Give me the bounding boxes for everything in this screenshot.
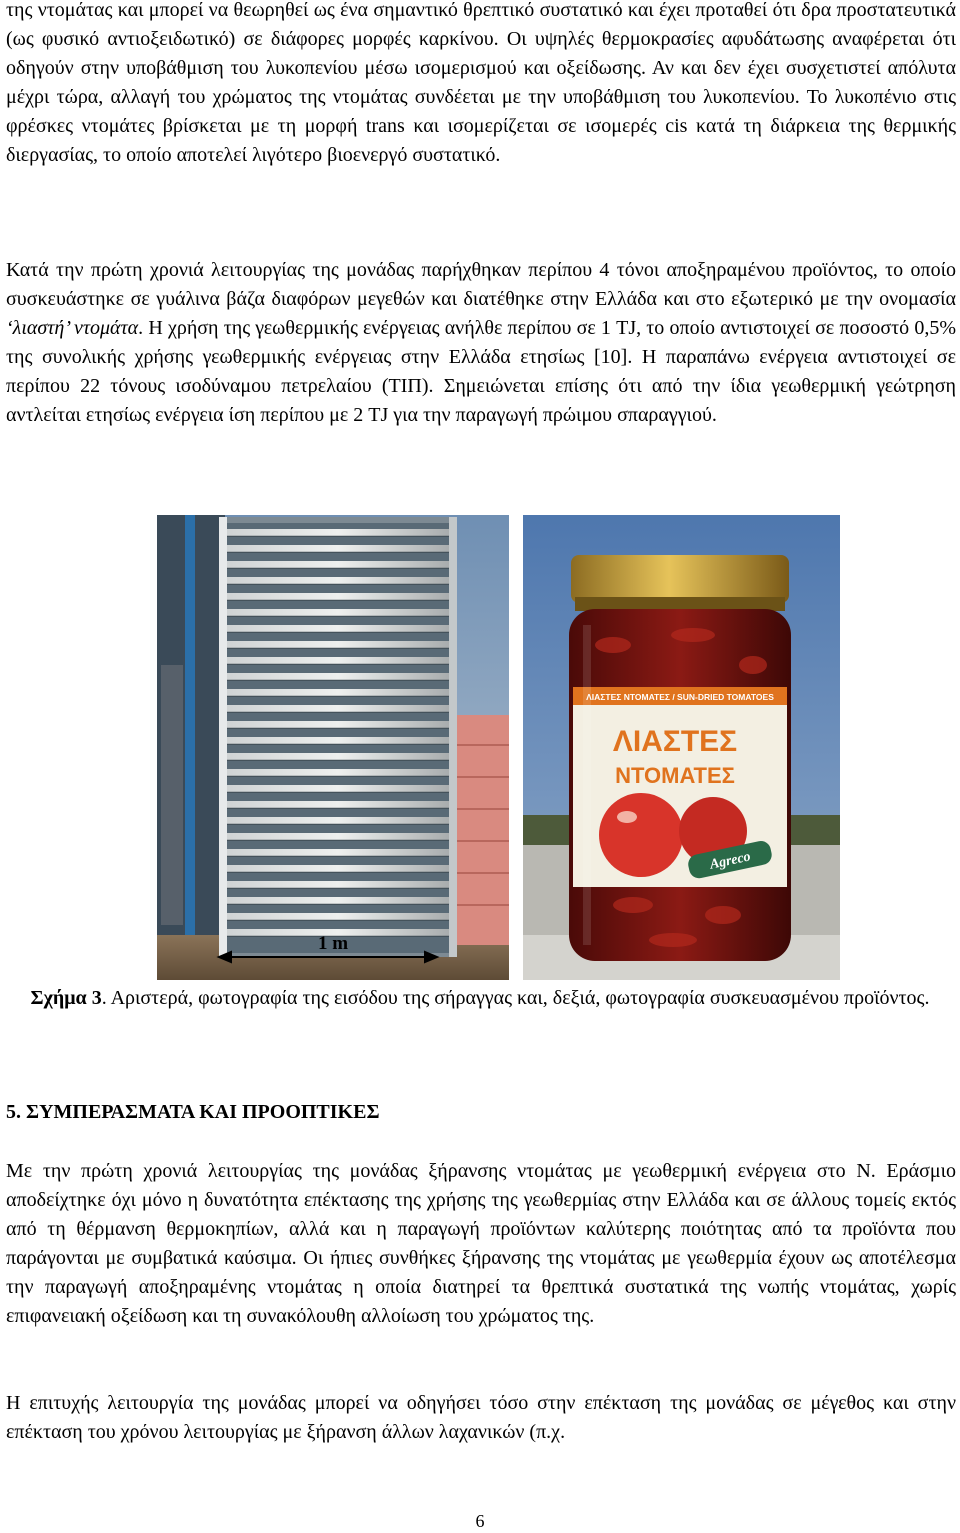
tray bbox=[227, 881, 449, 888]
paragraph-prospects-text: Η επιτυχής λειτουργία της μονάδας μπορεί να οδηγήσει τόσο στην επέκταση της μονάδας σε μέγεθος και στην επέκταση του χρόνου λειτουργίας με ξήρανση άλλων λαχανικών (π.χ. bbox=[6, 1392, 956, 1443]
caption-text: . Αριστερά, φωτογραφία της εισόδου της σήραγγας και, δεξιά, φωτογραφία συσκευασμένου προϊόντος. bbox=[101, 987, 930, 1009]
paragraph-lycopene bbox=[6, 0, 956, 169]
tray bbox=[227, 625, 449, 632]
tray bbox=[227, 561, 449, 568]
tray bbox=[227, 641, 449, 648]
paragraph-prospects bbox=[6, 1389, 956, 1447]
scale-label: 1 m bbox=[318, 933, 349, 954]
product-name-italic: ‘λιαστή’ ντομάτα bbox=[6, 316, 139, 339]
drying-tunnel-illustration bbox=[157, 515, 509, 980]
page-number: 6 bbox=[475, 1511, 485, 1531]
tray bbox=[227, 705, 449, 712]
tray bbox=[227, 913, 449, 920]
tray bbox=[227, 593, 449, 600]
tray bbox=[227, 849, 449, 856]
photo-product-jar bbox=[523, 515, 840, 980]
jar-illustration bbox=[523, 515, 840, 980]
tray bbox=[227, 577, 449, 584]
tray bbox=[227, 865, 449, 872]
tomato-icon bbox=[599, 793, 683, 877]
tray bbox=[227, 545, 449, 552]
paragraph-lycopene-text: της ντομάτας και μπορεί να θεωρηθεί ως ένα σημαντικό θρεπτικό συστατικό και έχει προταθεί ότι δρα προστατευτικά (ως φυσικό αντιοξειδωτικό) σε διάφορες μορφές καρκίνου. Οι υψηλές θερμοκρασίες αφυδάτωσης αναφέρεται ότι οδηγούν στην υποβάθμιση του λυκοπενίου μέσω ισομερισμού και οξείδωσης. Αν και δεν έχει συσχετιστεί απόλυτα μέχρι τώρα, αλλαγή του χρώματος της ντομάτας συνδέεται με την υποβάθμιση του λυκοπενίου. Το λυκοπένιο στις φρέσκες ντομάτες βρίσκεται με τη μορφή trans και ισομερίζεται σε ισομερές cis κατά τη διάρκεια της θερμικής διεργασίας, το οποίο αποτελεί λιγότερο βιοενεργό συστατικό. bbox=[6, 0, 956, 166]
tray bbox=[227, 689, 449, 696]
tray bbox=[227, 657, 449, 664]
jar-brand: Agreco bbox=[708, 849, 752, 873]
jar-label-line-2: ΝΤΟΜΑΤΕΣ bbox=[615, 763, 735, 788]
tray bbox=[227, 897, 449, 904]
tray bbox=[227, 769, 449, 776]
jar-label-line-1: ΛΙΑΣΤΕΣ bbox=[612, 725, 738, 758]
tray bbox=[227, 801, 449, 808]
tray bbox=[227, 673, 449, 680]
tray bbox=[227, 737, 449, 744]
tray bbox=[227, 721, 449, 728]
tray bbox=[227, 785, 449, 792]
paragraph-production-text-2: . Η χρήση της γεωθερμικής ενέργειας ανήλθε περίπου σε 1 TJ, το οποίο αντιστοιχεί σε ποσοστό 0,5% της συνολικής χρήσης γεωθερμικής ενέργειας στην Ελλάδα ετησίως [10]. Η παραπάνω ενέργεια αντιστοιχεί σε περίπου 22 τόνους ισοδύναμου πετρελαίου (ΤΙΠ). Σημειώνεται επίσης ότι από την ίδια γεωθερμική γεώτρηση αντλείται ετησίως ενέργεια ίση περίπου με 2 TJ για την παραγωγή πρώιμου σπαραγγιού. bbox=[6, 316, 956, 426]
tray bbox=[227, 833, 449, 840]
tray bbox=[227, 817, 449, 824]
tray bbox=[227, 529, 449, 536]
tray bbox=[227, 609, 449, 616]
figure-caption bbox=[6, 984, 954, 1013]
photo-drying-tunnel bbox=[157, 515, 509, 980]
tray bbox=[227, 753, 449, 760]
paragraph-production bbox=[6, 256, 956, 429]
paragraph-production-text-1: Κατά την πρώτη χρονιά λειτουργίας της μονάδας παρήχθηκαν περίπου 4 τόνοι αποξηραμένου προϊόντος, το οποίο συσκευάστηκε σε γυάλινα βάζα διαφόρων μεγεθών και διατέθηκε στην Ελλάδα και στο εξωτερικό με την ονομασία bbox=[6, 259, 956, 310]
section-heading: 5. ΣΥΜΠΕΡΑΣΜΑΤΑ ΚΑΙ ΠΡΟΟΠΤΙΚΕΣ bbox=[6, 1101, 380, 1123]
paragraph-conclusions-text: Με την πρώτη χρονιά λειτουργίας της μονάδας ξήρανσης ντομάτας με γεωθερμική ενέργεια στο Ν. Εράσμιο αποδείχτηκε όχι μόνο η δυνατότητα επέκτασης της χρήσης της γεωθερμίας στην Ελλάδα και σε άλλους τομείς εκτός από τη θέρμανση θερμοκηπίων, αλλά και η παραγωγή προϊόντων καλύτερης ποιότητας από τα προϊόντα που παράγονται με συμβατικά καύσιμα. Οι ήπιες συνθήκες ξήρανσης της ντομάτας με γεωθερμία έχουν ως αποτέλεσμα την παραγωγή αποξηραμένης ντομάτας η οποία διατηρεί τα θρεπτικά συστατικά της νωπής ντομάτας, χωρίς επιφανειακή οξείδωση και τη συνακόλουθη αλλοίωση του χρώματος της. bbox=[6, 1160, 956, 1327]
caption-label: Σχήμα 3 bbox=[30, 987, 102, 1009]
paragraph-conclusions bbox=[6, 1157, 956, 1330]
jar-label-top: ΛΙΑΣΤΕΣ ΝΤΟΜΑΤΕΣ / SUN-DRIED TOMATOES bbox=[586, 692, 774, 702]
